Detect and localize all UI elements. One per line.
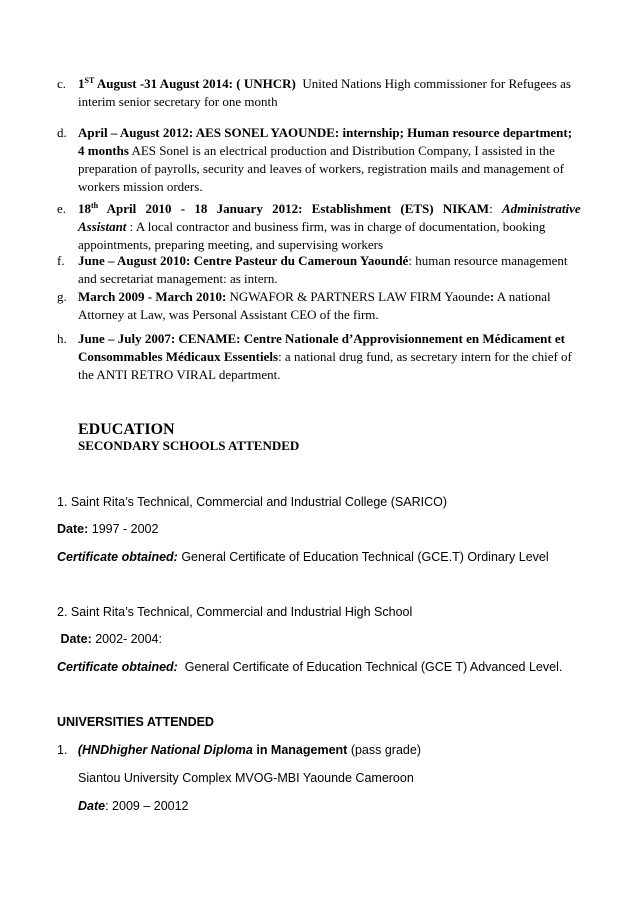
item-text-line: appointments, preparing meeting, and supervising workers (78, 237, 384, 252)
date-label: Date: (60, 632, 92, 646)
item-heading: April 2010 - 18 January 2012: Establishment (ETS) NIKAM (98, 201, 490, 216)
item-colon: : (489, 289, 495, 304)
degree-grade: (pass grade) (347, 743, 421, 757)
certificate-label: Certificate obtained: (57, 660, 178, 674)
school-2-date (57, 631, 162, 647)
item-text: United Nations High commissioner for Refugees as (295, 76, 571, 91)
item-heading-sup: ST (84, 76, 95, 85)
item-text-line: interim senior secretary for one month (78, 94, 278, 109)
universities-heading: UNIVERSITIES ATTENDED (57, 715, 214, 729)
degree-name: (HNDhigher National Diploma (77, 743, 253, 757)
item-text: NGWAFOR & PARTNERS LAW FIRM Yaounde (226, 289, 490, 304)
item-heading-duration: 4 months (78, 143, 129, 158)
item-heading: August -31 August 2014: ( UNHCR) (94, 76, 296, 91)
item-heading-sup: th (91, 201, 99, 210)
university-1-degree (57, 742, 421, 758)
item-text-line: the ANTI RETRO VIRAL department. (78, 367, 281, 382)
date-value: 1997 - 2002 (88, 522, 159, 536)
school-2-certificate (57, 659, 562, 675)
item-role: Administrative (501, 201, 581, 216)
experience-item-aes-sonel (57, 124, 579, 196)
certificate-label: Certificate obtained: (57, 550, 178, 564)
experience-item-ngwafor (57, 288, 579, 324)
item-separator: : (489, 201, 502, 216)
item-heading: April – August 2012: AES SONEL YAOUNDE: internship; Human resource department; (78, 125, 573, 140)
school-1-date (57, 521, 158, 537)
item-text: : human resource management (408, 253, 568, 268)
degree-field: in Management (252, 743, 348, 757)
item-letter: c. (57, 76, 67, 91)
certificate-value: General Certificate of Education Technical (GCE T) Advanced Level. (177, 660, 563, 674)
experience-item-nikam (57, 200, 579, 254)
experience-item-cename (57, 330, 579, 384)
item-letter: e. (57, 201, 67, 216)
school-2-name: 2. Saint Rita’s Technical, Commercial and Industrial High School (57, 605, 413, 619)
item-text: AES Sonel is an electrical production and Distribution Company, I assisted in the (128, 143, 555, 158)
item-letter: g. (57, 289, 67, 304)
item-text: : A local contractor and business firm, was in charge of documentation, booking (126, 219, 546, 234)
item-letter: d. (57, 125, 67, 140)
item-text-line: and secretariat management: as intern. (78, 271, 278, 286)
item-letter: h. (57, 331, 67, 346)
item-letter: f. (57, 253, 65, 268)
education-heading: EDUCATION (78, 421, 175, 438)
university-1-institution: Siantou University Complex MVOG-MBI Yaounde Cameroon (78, 771, 414, 785)
item-text-cont: A national (494, 289, 551, 304)
item-heading: June – July 2007: CENAME: Centre Nationale d’Approvisionnement en Médicament et (78, 331, 565, 346)
experience-item-pasteur (57, 252, 579, 288)
item-heading-num: 1 (78, 76, 85, 91)
item-heading-num: 18 (78, 201, 91, 216)
date-label: Date: (57, 522, 89, 536)
university-1-date (78, 798, 189, 814)
date-value: 2002- 2004: (91, 632, 162, 646)
university-number: 1. (57, 743, 68, 757)
item-heading: June – August 2010: Centre Pasteur du Cameroun Yaoundé (78, 253, 409, 268)
item-role-cont: Assistant (78, 219, 127, 234)
item-heading-cont: Consommables Médicaux Essentiels (78, 349, 279, 364)
experience-item-unhcr (57, 75, 579, 111)
item-text: : a national drug fund, as secretary intern for the chief of (278, 349, 572, 364)
date-label: Date (78, 799, 106, 813)
item-text-line: Attorney at Law, was Personal Assistant CEO of the firm. (78, 307, 379, 322)
secondary-schools-heading: SECONDARY SCHOOLS ATTENDED (78, 438, 300, 453)
date-value: : 2009 – 20012 (105, 799, 189, 813)
item-text-line: preparation of payrolls, security and leaves of workers, registration mails and management of (78, 161, 564, 176)
item-heading: March 2009 - March 2010: (78, 289, 227, 304)
school-1-certificate (57, 549, 549, 565)
item-text-line: workers mission orders. (78, 179, 203, 194)
certificate-value: General Certificate of Education Technical (GCE.T) Ordinary Level (177, 550, 549, 564)
school-1-name: 1. Saint Rita’s Technical, Commercial and Industrial College (SARICO) (57, 495, 447, 509)
